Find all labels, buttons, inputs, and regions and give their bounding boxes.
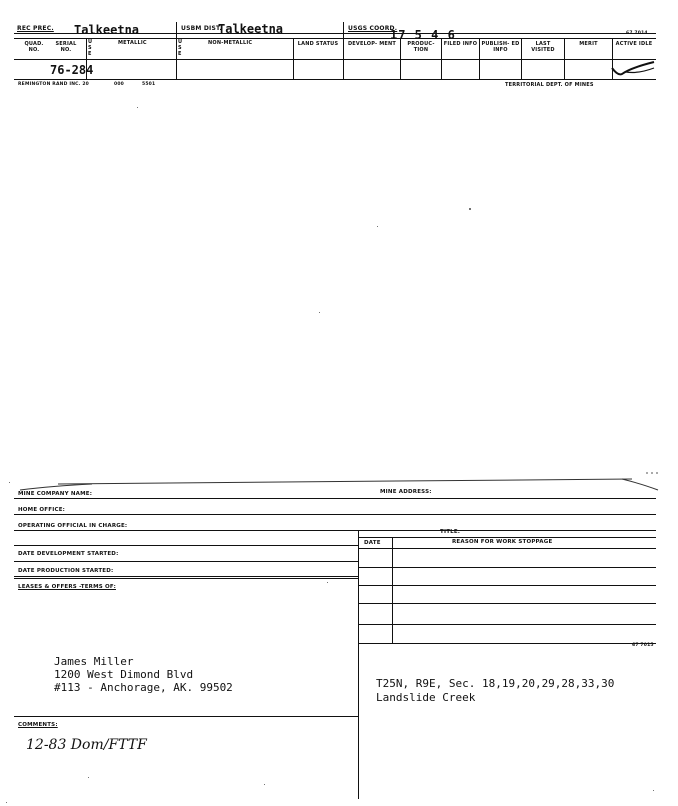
usbm-dist-label: USBM DIST. (181, 25, 222, 32)
comments-label: COMMENTS: (18, 722, 58, 728)
location-creek: Landslide Creek (376, 691, 476, 704)
header-filed-info: FILED INFO (443, 41, 478, 47)
comments-handwritten: 12-83 Dom/FTTF (26, 737, 147, 753)
header-published-info: PUBLISH- ED INFO (481, 41, 520, 53)
title-label: TITLE: (440, 529, 461, 535)
date-column-label: DATE (364, 540, 381, 546)
rec-prec-label: REC PREC. (17, 25, 54, 32)
form-number-bottom: 67 7015 (632, 643, 654, 648)
footer-territorial-dept: TERRITORIAL DEPT. OF MINES (505, 82, 594, 88)
location-description: T25N, R9E, Sec. 18,19,20,29,28,33,30 (376, 677, 615, 690)
owner-address-line-1: 1200 West Dimond Blvd (54, 668, 194, 681)
mine-company-name-label: MINE COMPANY NAME: (18, 491, 93, 497)
footer-code-2: 5501 (142, 82, 156, 87)
home-office-label: HOME OFFICE: (18, 507, 66, 513)
header-land-status: LAND STATUS (297, 41, 339, 47)
owner-name: James Miller (54, 655, 134, 668)
mine-address-label: MINE ADDRESS: (380, 489, 432, 495)
reason-work-stoppage-label: REASON FOR WORK STOPPAGE (452, 539, 553, 545)
footer-manufacturer: REMINGTON RAND INC. 20 (18, 82, 89, 87)
usgs-coord-label: USGS COORD. (348, 25, 398, 32)
operating-official-label: OPERATING OFFICIAL IN CHARGE: (18, 523, 128, 529)
leases-offers-label: LEASES & OFFERS -TERMS OF: (18, 584, 116, 590)
header-metallic: METALLIC (118, 40, 147, 46)
owner-address-line-2: #113 - Anchorage, AK. 99502 (54, 681, 233, 694)
serial-number-value: 76-284 (50, 63, 94, 77)
rec-prec-value: Talkeetna (74, 23, 140, 37)
header-non-metallic: NON-METALLIC (208, 40, 253, 46)
header-quad-no: QUAD. NO. (24, 41, 44, 53)
header-use-non-metallic: U S E (178, 39, 183, 57)
footer-code-1: 000 (114, 82, 124, 87)
usgs-coord-value: 17 5 4 6 (390, 28, 456, 42)
header-use-metallic: U S E (88, 39, 93, 57)
header-production: PRODUC- TION (407, 41, 435, 53)
header-last-visited: LAST VISITED (531, 41, 555, 53)
form-number-top: 67 7014 (626, 31, 648, 36)
header-serial-no: SERIAL NO. (55, 41, 77, 53)
header-development: DEVELOP- MENT (347, 41, 397, 47)
usbm-dist-value: Talkeetna (218, 22, 284, 36)
date-development-started-label: DATE DEVELOPMENT STARTED: (18, 551, 119, 557)
date-production-started-label: DATE PRODUCTION STARTED: (18, 568, 114, 574)
checkmark-icon (608, 58, 658, 80)
header-active-idle: ACTIVE IDLE (615, 41, 653, 47)
card-top-edge (12, 470, 662, 492)
header-merit: MERIT (579, 41, 598, 47)
